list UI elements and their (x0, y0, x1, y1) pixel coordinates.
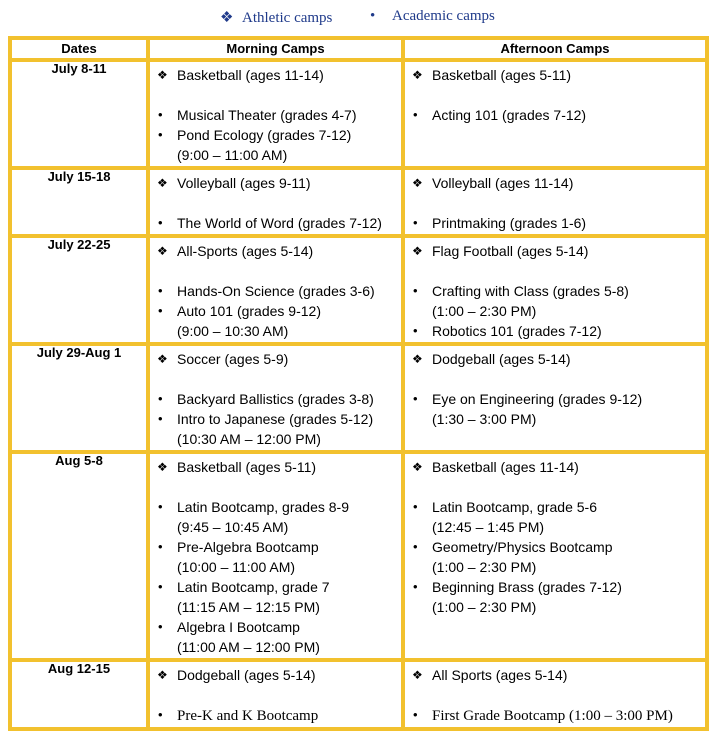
diamond-bullet-icon: ❖ (412, 68, 423, 82)
camp-name: All-Sports (ages 5-14) (177, 243, 314, 259)
camp-name: Basketball (ages 5-11) (177, 459, 317, 475)
camp-time: (1:00 – 2:30 PM) (432, 559, 537, 575)
diamond-bullet-icon: ❖ (412, 352, 423, 366)
diamond-bullet-icon: ❖ (412, 668, 423, 682)
dot-bullet-icon: • (413, 579, 418, 594)
list-item (155, 349, 398, 369)
date-cell: July 29-Aug 1 (10, 344, 148, 452)
list-item (410, 705, 702, 726)
list-item (155, 617, 398, 657)
camp-name: All Sports (ages 5-14) (432, 667, 568, 683)
afternoon-camp-list (404, 169, 706, 235)
morning-cell (148, 452, 403, 660)
camp-name: Volleyball (ages 11-14) (432, 175, 574, 191)
date-cell: July 15-18 (10, 168, 148, 236)
list-item (155, 241, 398, 261)
list-item (155, 705, 398, 726)
list-item (155, 65, 398, 85)
legend-athletic-label: Athletic camps (242, 10, 333, 26)
morning-cell (148, 344, 403, 452)
list-item (155, 497, 398, 537)
dot-bullet-icon: • (158, 283, 163, 298)
legend (0, 8, 713, 30)
dot-bullet-icon: • (158, 539, 163, 554)
camp-name: Pre-Algebra Bootcamp (177, 539, 319, 555)
afternoon-cell (403, 452, 707, 660)
camp-time: (11:15 AM – 12:15 PM) (177, 599, 320, 615)
camp-name: Algebra I Bootcamp (177, 619, 300, 635)
dot-bullet-icon: • (158, 411, 163, 426)
camp-name: Eye on Engineering (grades 9-12) (432, 391, 643, 407)
camp-name: Pre-K and K Bootcamp (177, 708, 319, 724)
schedule-body (10, 60, 707, 729)
dot-bullet-icon: • (158, 499, 163, 514)
camp-name: Hands-On Science (grades 3-6) (177, 283, 375, 299)
dot-bullet-icon: • (158, 391, 163, 406)
date-cell: July 8-11 (10, 60, 148, 168)
camp-name: Printmaking (grades 1-6) (432, 215, 587, 231)
camp-name: Latin Bootcamp, grade 7 (177, 579, 330, 595)
list-item (410, 577, 702, 617)
camp-name: Geometry/Physics Bootcamp (432, 539, 613, 555)
diamond-bullet-icon: ❖ (157, 244, 168, 258)
camp-name: Latin Bootcamp, grade 5-6 (432, 499, 597, 515)
dot-bullet-icon: • (413, 499, 418, 514)
date-cell: July 22-25 (10, 236, 148, 344)
camp-name: Dodgeball (ages 5-14) (177, 667, 316, 683)
diamond-bullet-icon: ❖ (157, 176, 168, 190)
morning-camp-list (149, 61, 402, 167)
camp-time: (9:00 – 11:00 AM) (177, 147, 288, 163)
afternoon-camp-list (404, 345, 706, 431)
diamond-bullet-icon: ❖ (412, 244, 423, 258)
afternoon-camp-list (404, 61, 706, 127)
list-item (410, 213, 702, 233)
morning-cell (148, 60, 403, 168)
dot-bullet-icon: • (413, 539, 418, 554)
list-item (410, 173, 702, 193)
dot-bullet-icon: • (413, 391, 418, 406)
list-item (155, 665, 398, 685)
morning-camp-list (149, 169, 402, 235)
dot-bullet-icon: • (413, 323, 418, 338)
table-row (10, 452, 707, 660)
dot-bullet-icon: • (413, 707, 418, 722)
list-item (410, 65, 702, 85)
camp-name: Flag Football (ages 5-14) (432, 243, 589, 259)
camp-time: (1:00 – 2:30 PM) (432, 599, 537, 615)
header-afternoon: Afternoon Camps (403, 38, 707, 60)
diamond-bullet-icon: ❖ (157, 352, 168, 366)
camp-name: Basketball (ages 11-14) (432, 459, 579, 475)
camp-name: Robotics 101 (grades 7-12) (432, 323, 602, 339)
header-morning: Morning Camps (148, 38, 403, 60)
dot-bullet-icon: • (158, 303, 163, 318)
diamond-bullet-icon: ❖ (412, 176, 423, 190)
list-item (155, 409, 398, 449)
camp-name: Latin Bootcamp, grades 8-9 (177, 499, 349, 515)
afternoon-camp-list (404, 661, 706, 728)
diamond-bullet-icon: ❖ (157, 68, 168, 82)
date-cell: Aug 5-8 (10, 452, 148, 660)
table-row (10, 60, 707, 168)
camp-time: (9:45 – 10:45 AM) (177, 519, 289, 535)
dot-bullet-icon: • (158, 619, 163, 634)
list-item (155, 537, 398, 577)
list-item (410, 321, 702, 341)
camp-name: Basketball (ages 11-14) (177, 67, 324, 83)
camp-name: First Grade Bootcamp (1:00 – 3:00 PM) (432, 708, 673, 724)
dot-bullet-icon: • (158, 127, 163, 142)
camp-name: The World of Word (grades 7-12) (177, 215, 382, 231)
camp-time: (10:30 AM – 12:00 PM) (177, 431, 321, 447)
table-row (10, 660, 707, 729)
list-item (410, 497, 702, 537)
diamond-bullet-icon: ❖ (157, 460, 168, 474)
camp-name: Basketball (ages 5-11) (432, 67, 572, 83)
list-item (155, 213, 398, 233)
morning-camp-list (149, 661, 402, 728)
camp-time: (1:00 – 2:30 PM) (432, 303, 537, 319)
afternoon-cell (403, 60, 707, 168)
dot-bullet-icon: • (158, 215, 163, 230)
camp-time: (1:30 – 3:00 PM) (432, 411, 537, 427)
dot-bullet-icon: • (413, 107, 418, 122)
header-dates: Dates (10, 38, 148, 60)
table-row (10, 168, 707, 236)
morning-cell (148, 660, 403, 729)
camp-name: Musical Theater (grades 4-7) (177, 107, 357, 123)
list-item (155, 457, 398, 477)
legend-athletic (220, 8, 332, 27)
morning-cell (148, 168, 403, 236)
camp-name: Intro to Japanese (grades 5-12) (177, 411, 374, 427)
list-item (410, 457, 702, 477)
list-item (155, 125, 398, 165)
morning-cell (148, 236, 403, 344)
list-item (410, 665, 702, 685)
table-row (10, 236, 707, 344)
camp-time: (12:45 – 1:45 PM) (432, 519, 545, 535)
list-item (155, 105, 398, 125)
dot-bullet-icon: • (158, 707, 163, 722)
camp-name: Acting 101 (grades 7-12) (432, 107, 587, 123)
dot-bullet-icon: • (158, 579, 163, 594)
morning-camp-list (149, 453, 402, 659)
camp-name: Crafting with Class (grades 5-8) (432, 283, 629, 299)
legend-academic (370, 8, 495, 25)
date-cell: Aug 12-15 (10, 660, 148, 729)
list-item (155, 577, 398, 617)
morning-camp-list (149, 237, 402, 343)
list-item (155, 281, 398, 301)
camp-name: Soccer (ages 5-9) (177, 351, 289, 367)
afternoon-camp-list (404, 453, 706, 619)
camp-name: Dodgeball (ages 5-14) (432, 351, 571, 367)
dot-bullet-icon: • (158, 107, 163, 122)
camp-time: (9:00 – 10:30 AM) (177, 323, 289, 339)
camp-name: Auto 101 (grades 9-12) (177, 303, 321, 319)
camp-name: Beginning Brass (grades 7-12) (432, 579, 622, 595)
camp-name: Backyard Ballistics (grades 3-8) (177, 391, 374, 407)
list-item (155, 173, 398, 193)
table-row (10, 344, 707, 452)
diamond-bullet-icon: ❖ (220, 10, 234, 26)
afternoon-cell (403, 660, 707, 729)
list-item (155, 301, 398, 341)
diamond-bullet-icon: ❖ (412, 460, 423, 474)
camp-schedule-table (8, 36, 709, 731)
diamond-bullet-icon: ❖ (157, 668, 168, 682)
list-item (410, 105, 702, 125)
header-row (10, 38, 707, 60)
camp-name: Pond Ecology (grades 7-12) (177, 127, 352, 143)
camp-time: (10:00 – 11:00 AM) (177, 559, 296, 575)
legend-academic-label: Academic camps (392, 8, 495, 24)
list-item (410, 389, 702, 429)
list-item (410, 537, 702, 577)
dot-bullet-icon: • (413, 215, 418, 230)
camp-time: (11:00 AM – 12:00 PM) (177, 639, 320, 655)
afternoon-camp-list (404, 237, 706, 343)
list-item (410, 349, 702, 369)
list-item (410, 241, 702, 261)
morning-camp-list (149, 345, 402, 451)
dot-bullet-icon: • (413, 283, 418, 298)
list-item (155, 389, 398, 409)
afternoon-cell (403, 344, 707, 452)
afternoon-cell (403, 168, 707, 236)
camp-name: Volleyball (ages 9-11) (177, 175, 311, 191)
list-item (410, 281, 702, 321)
afternoon-cell (403, 236, 707, 344)
dot-bullet-icon: • (370, 8, 376, 24)
